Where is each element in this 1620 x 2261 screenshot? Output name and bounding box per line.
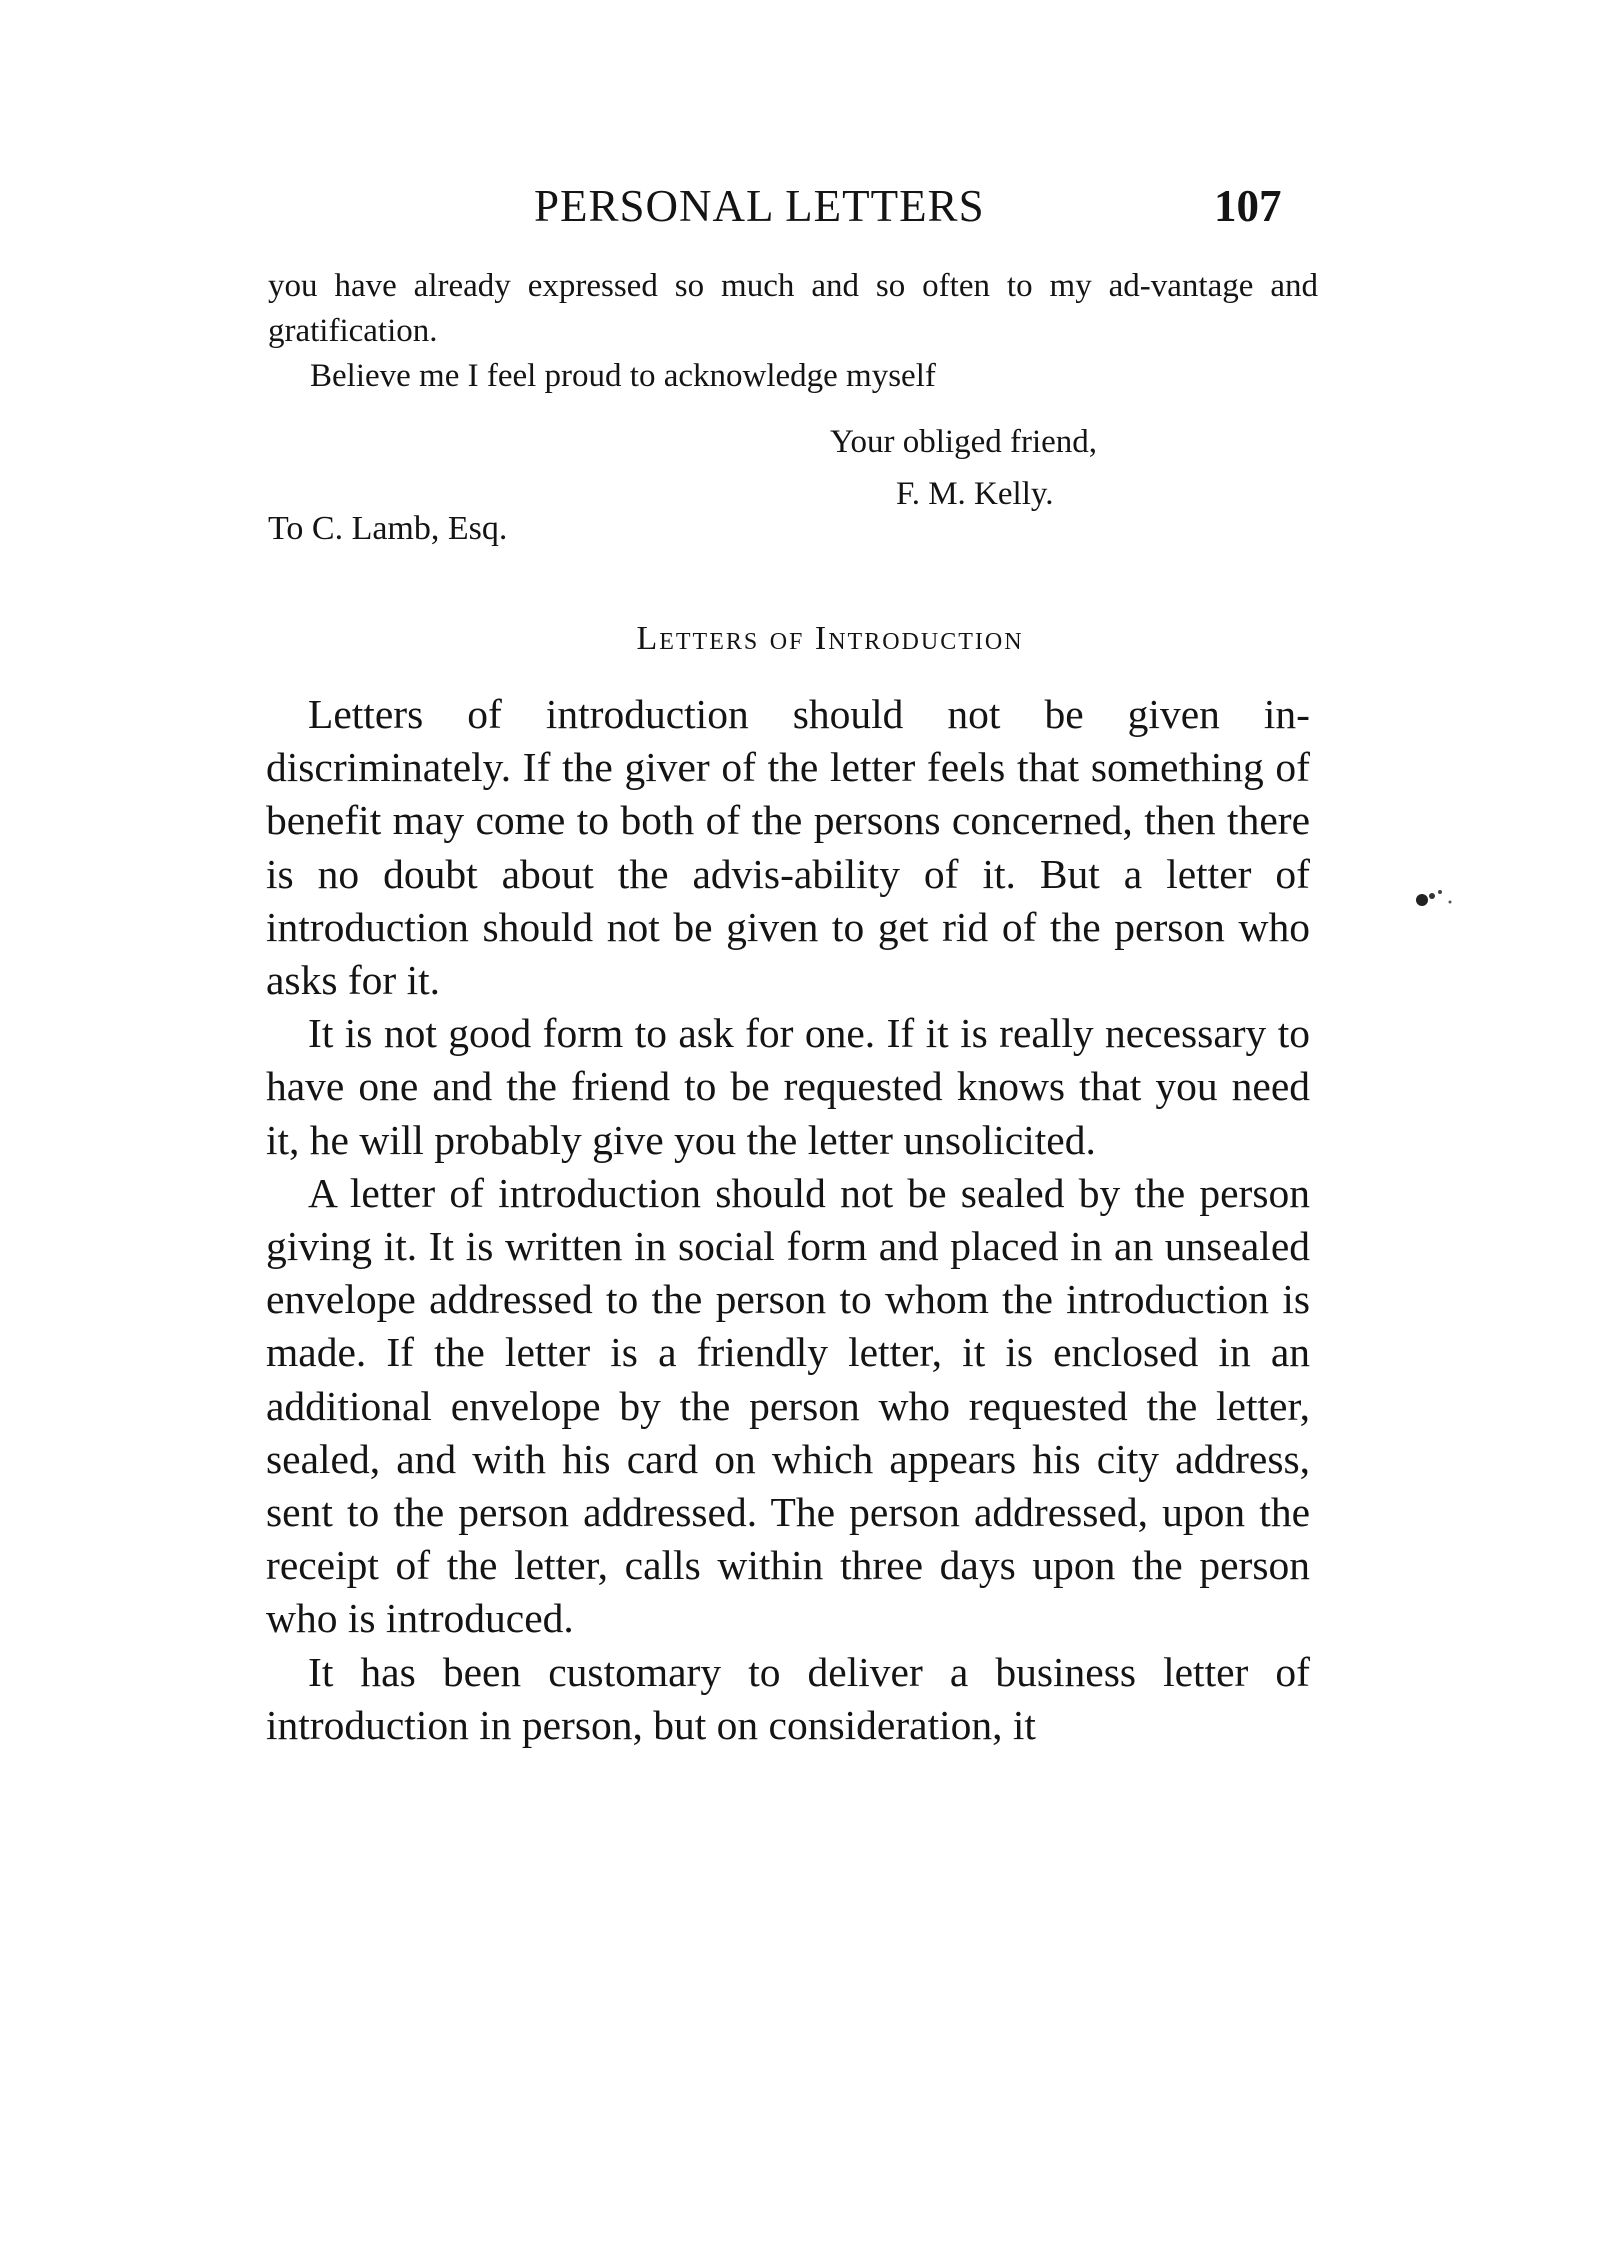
letter-tail — [268, 264, 1318, 399]
letter-line: Believe me I feel proud to acknowledge myself — [310, 358, 936, 394]
running-head: PERSONAL LETTERS — [534, 181, 985, 231]
addressee: To C. Lamb, Esq. — [268, 510, 508, 547]
letter-line: you have already expressed so much and so often to my ad-vantage and gratification. — [268, 268, 1318, 349]
paragraph: It has been customary to deliver a business letter of introduction in person, but on consideration, it — [266, 1648, 1310, 1748]
body-text — [266, 688, 1310, 1752]
paragraph: It is not good form to ask for one. If it is really necessary to have one and the friend to be requested knows that you need it, he will probably give you the letter unsolicited. — [266, 1010, 1310, 1163]
closing-phrase: Your obliged friend, — [830, 424, 1098, 460]
ink-speck — [1410, 880, 1470, 920]
letter-closing — [830, 416, 1097, 520]
page-number: 107 — [1214, 181, 1282, 231]
section-heading: Letters of Introduction — [636, 620, 1024, 657]
paragraph: Letters of introduction should not be given in-discriminately. If the giver of the letter feels that something of benefit may come to both of the persons concerned, then there is no doubt about the advis-ability of it. But a letter of introduction should not be given to get rid of the person who asks for it. — [266, 691, 1310, 1004]
paragraph: A letter of introduction should not be sealed by the person giving it. It is written in social form and placed in an unsealed envelope addressed to the person to whom the introduction is made. If the letter is a friendly letter, it is enclosed in an additional envelope by the person who requested the letter, sealed, and with his card on which appears his city address, sent to the person addressed. The person addressed, upon the receipt of the letter, calls within three days upon the person who is introduced. — [266, 1169, 1310, 1642]
signature: F. M. Kelly. — [896, 476, 1054, 512]
